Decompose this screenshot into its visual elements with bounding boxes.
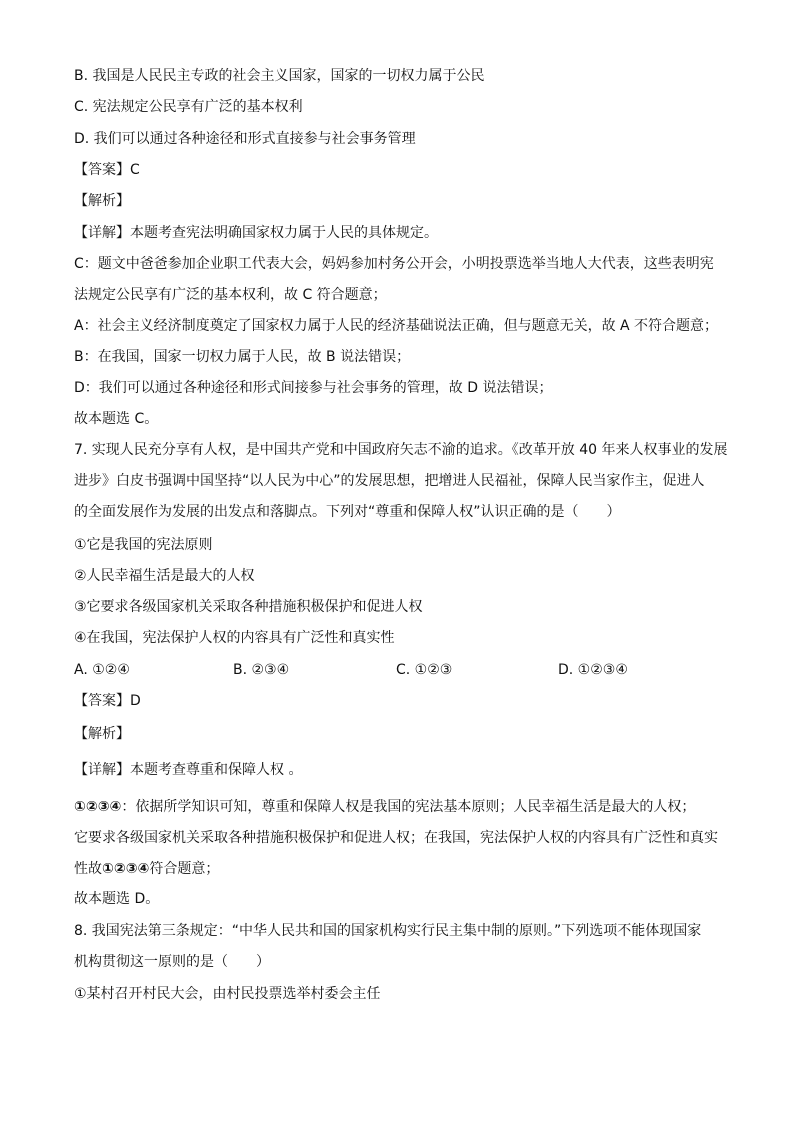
q6-explanation-a: A：社会主义经济制度奠定了国家权力属于人民的经济基础说法正确，但与题意无关，故 A 不符合题意； [74,318,719,334]
q7-option-d: D. ①②③④ [558,662,628,678]
q6-explanation-b: B：在我国，国家一切权力属于人民，故 B 说法错误； [74,349,411,365]
q6-answer: 【答案】C [74,162,140,178]
q6-explanation-d: D：我们可以通过各种途径和形式间接参与社会事务的管理，故 D 说法错误； [74,380,553,396]
q7-explanation-line3-pre: 性故 [74,861,102,877]
q7-explanation-line1-text: ：依据所学知识可知，尊重和保障人权是我国的宪法基本原则；人民幸福生活是最大的人权； [121,799,696,815]
q7-stem-line3: 的全面发展作为发展的出发点和落脚点。下列对“尊重和保障人权”认识正确的是（ ） [74,504,621,520]
q7-stem-line1: 7. 实现人民充分享有人权，是中国共产党和中国政府矢志不渝的追求。《改革开放 40 年来人权事业的发展 [74,442,728,458]
q7-answer: 【答案】D [74,693,141,709]
q6-analysis-label: 【解析】 [74,193,130,209]
q7-option-a: A. ①②④ [74,662,130,678]
q7-detail: 【详解】本题考查尊重和保障人权 。 [74,762,303,778]
q8-stem-line1: 8. 我国宪法第三条规定：“中华人民共和国的国家机构实行民主集中制的原则。”下列选项不能体现国家 [74,923,702,939]
q7-conclusion: 故本题选 D。 [74,891,160,907]
q7-explanation-marks: ①②③④ [74,799,122,815]
q6-option-b: B. 我国是人民民主专政的社会主义国家，国家的一切权力属于公民 [74,68,485,84]
q7-options-row [74,660,724,680]
q6-conclusion: 故本题选 C。 [74,411,159,427]
q7-explanation-line2: 它要求各级国家机关采取各种措施积极保护和促进人权；在我国，宪法保护人权的内容具有广泛性和真实 [74,830,718,846]
q6-explanation-c-line1: C：题文中爸爸参加企业职工代表大会，妈妈参加村务公开会，小明投票选举当地人大代表，这些表明宪 [74,256,714,272]
q7-explanation-line3-marks: ①②③④ [102,861,150,877]
q7-explanation-line1 [74,797,695,817]
q7-option-b: B. ②③④ [233,662,290,678]
q7-statement-2: ②人民幸福生活是最大的人权 [74,568,255,584]
q7-explanation-line3 [74,859,219,879]
q7-statement-4: ④在我国，宪法保护人权的内容具有广泛性和真实性 [74,630,395,646]
q7-option-c: C. ①②③ [396,662,453,678]
q6-option-d: D. 我们可以通过各种途径和形式直接参与社会事务管理 [74,131,416,147]
q8-stem-line2: 机构贯彻这一原则的是（ ） [74,954,270,970]
q7-statement-3: ③它要求各级国家机关采取各种措施积极保护和促进人权 [74,599,423,615]
q6-detail: 【详解】本题考查宪法明确国家权力属于人民的具体规定。 [74,225,438,241]
q8-statement-1: ①某村召开村民大会，由村民投票选举村委会主任 [74,986,381,1002]
q7-stem-line2: 进步》白皮书强调中国坚持“以人民为中心”的发展思想，把增进人民福祉，保障人民当家作主，促进人 [74,473,705,489]
q7-analysis-label: 【解析】 [74,726,130,742]
q6-option-c: C. 宪法规定公民享有广泛的基本权利 [74,99,303,115]
q6-explanation-c-line2: 法规定公民享有广泛的基本权利，故 C 符合题意； [74,287,387,303]
q7-statement-1: ①它是我国的宪法原则 [74,537,213,553]
q7-explanation-line3-post: 符合题意； [149,861,220,877]
